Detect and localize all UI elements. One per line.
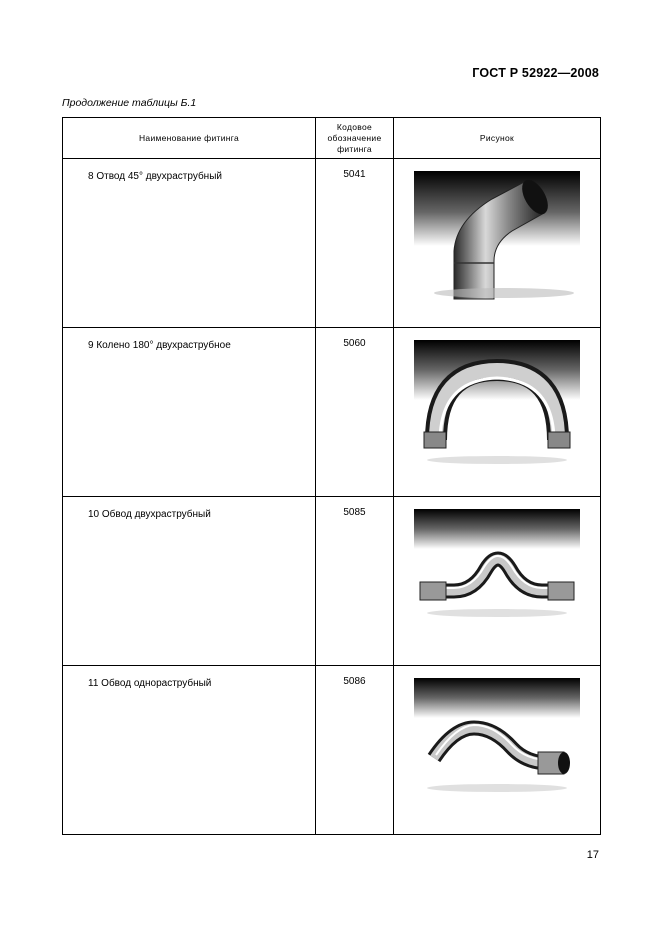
table-header-row [63,118,601,159]
table-row [63,497,601,666]
fitting-name: 10 Обвод двухраструбный [88,509,211,520]
elbow-45-fitting-image [414,171,580,301]
fitting-name: 11 Обвод однораструбный [88,678,212,689]
table-caption: Продолжение таблицы Б.1 [62,97,197,109]
crossover-single-socket-fitting-image [414,678,580,808]
crossover-double-socket-fitting-image [414,509,580,639]
fitting-image-cell [394,666,600,833]
table-row [63,328,601,497]
fitting-code: 5086 [343,676,366,687]
table-row [63,159,601,328]
standard-code: ГОСТ Р 52922—2008 [472,66,599,80]
fittings-table [62,117,601,835]
fitting-code: 5041 [343,169,366,180]
table-row [63,666,601,835]
fitting-code: 5060 [343,338,366,349]
column-header-name: Наименование фитинга [63,118,316,159]
fitting-image-cell [394,328,600,495]
bend-180-fitting-image [414,340,580,470]
column-header-picture: Рисунок [394,118,601,159]
fitting-code: 5085 [343,507,366,518]
fitting-name: 9 Колено 180° двухраструбное [88,340,231,351]
column-header-code: Кодовое обозначение фитинга [316,118,394,159]
fitting-image-cell [394,159,600,326]
page-number: 17 [586,849,599,861]
fitting-image-cell [394,497,600,664]
fitting-name: 8 Отвод 45° двухраструбный [88,171,222,182]
